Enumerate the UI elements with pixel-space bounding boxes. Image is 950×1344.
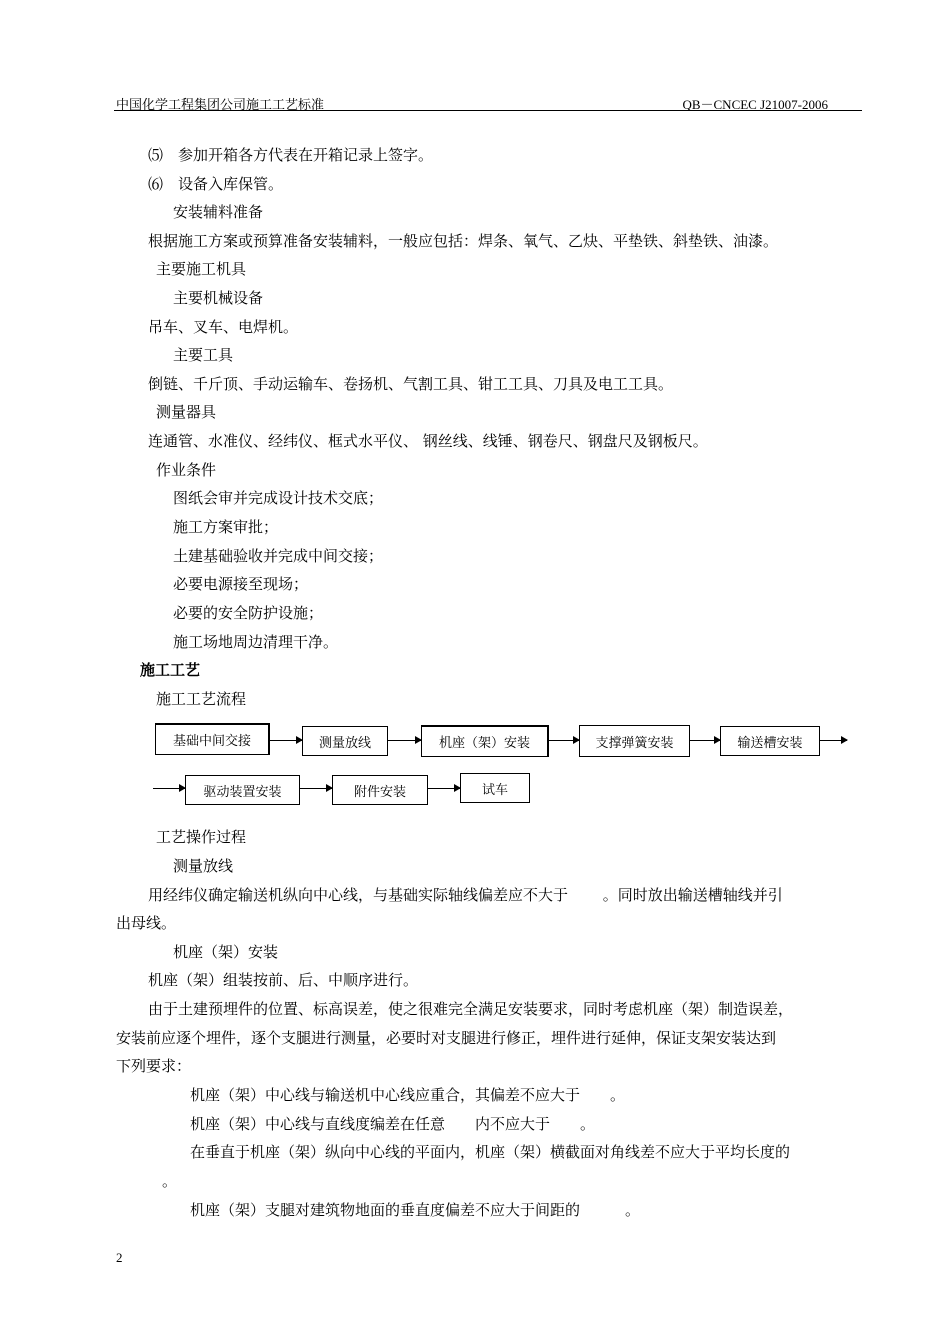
flow-step: 机座（架）安装 xyxy=(421,725,549,757)
flow-arrow xyxy=(388,740,421,741)
text-line: 用经纬仪确定输送机纵向中心线，与基础实际轴线偏差应不大于 。同时放出输送槽轴线并引 xyxy=(148,886,783,904)
flow-step: 支撑弹簧安装 xyxy=(579,725,690,757)
requirement-item: 机座（架）中心线与直线度编差在任意 内不应大于 。 xyxy=(190,1115,596,1133)
text-line: 。 xyxy=(162,1172,178,1190)
flow-step: 输送槽安装 xyxy=(720,726,820,756)
flow-arrow xyxy=(428,788,460,789)
section-heading: 作业条件 xyxy=(156,461,217,479)
list-item: 土建基础验收并完成中间交接； xyxy=(173,547,384,565)
flow-step: 附件安装 xyxy=(332,775,428,805)
text-line: 出母线。 xyxy=(116,914,177,932)
text-line: ⑹ 设备入库保管。 xyxy=(148,175,284,193)
flow-step: 驱动装置安装 xyxy=(185,775,300,805)
text-line: 下列要求： xyxy=(116,1057,192,1075)
text-line: 吊车、叉车、电焊机。 xyxy=(148,318,299,336)
flow-arrow xyxy=(270,740,302,741)
list-item: 必要的安全防护设施； xyxy=(173,604,324,622)
requirement-item: 机座（架）支腿对建筑物地面的垂直度偏差不应大于间距的 。 xyxy=(190,1201,641,1219)
flow-step: 试车 xyxy=(460,773,530,803)
requirement-item: 机座（架）中心线与输送机中心线应重合，其偏差不应大于 。 xyxy=(190,1086,626,1104)
list-item: 图纸会审并完成设计技术交底； xyxy=(173,489,384,507)
page-number: 2 xyxy=(116,1250,123,1265)
text-line: 由于土建预埋件的位置、标高误差，使之很难完全满足安装要求，同时考虑机座（架）制造误差， xyxy=(148,1000,794,1018)
list-item: 施工方案审批； xyxy=(173,518,279,536)
flow-step: 基础中间交接 xyxy=(155,723,270,755)
header-standard-code: QB－CNCEC J21007-2006 xyxy=(682,97,828,112)
text-line: 倒链、千斤顶、手动运输车、卷扬机、气割工具、钳工工具、刀具及电工工具。 xyxy=(148,375,674,393)
section-heading: 测量器具 xyxy=(156,403,217,421)
flow-arrow xyxy=(690,740,720,741)
flow-step: 测量放线 xyxy=(302,726,388,756)
text-line: 安装前应逐个埋件，逐个支腿进行测量，必要时对支腿进行修正，埋件进行延伸，保证支架安装达到 xyxy=(116,1029,777,1047)
section-heading: 主要机械设备 xyxy=(173,289,264,307)
text-line: 根据施工方案或预算准备安装辅料，一般应包括：焊条、氧气、乙炔、平垫铁、斜垫铁、油漆。 xyxy=(148,232,779,250)
header-rule xyxy=(114,110,862,111)
section-heading: 机座（架）安装 xyxy=(173,943,279,961)
list-item: 施工场地周边清理干净。 xyxy=(173,633,339,651)
requirement-item: 在垂直于机座（架）纵向中心线的平面内，机座（架）横截面对角线差不应大于平均长度的 xyxy=(190,1143,791,1161)
section-heading: 主要工具 xyxy=(173,346,234,364)
section-heading: 主要施工机具 xyxy=(156,260,247,278)
text-line: 连通管、水准仪、经纬仪、框式水平仪、 钢丝线、线锤、钢卷尺、钢盘尺及钢板尺。 xyxy=(148,432,708,450)
list-item: 必要电源接至现场； xyxy=(173,575,309,593)
flow-arrow xyxy=(549,740,579,741)
section-heading: 施工工艺流程 xyxy=(156,690,247,708)
text-line: 机座（架）组装按前、后、中顺序进行。 xyxy=(148,971,419,989)
flow-arrow xyxy=(820,740,847,741)
section-heading: 工艺操作过程 xyxy=(156,828,247,846)
flow-arrow xyxy=(153,788,185,789)
section-heading: 安装辅料准备 xyxy=(173,203,264,221)
text-line: ⑸ 参加开箱各方代表在开箱记录上签字。 xyxy=(148,146,434,164)
section-heading: 测量放线 xyxy=(173,857,234,875)
chapter-heading: 施工工艺 xyxy=(140,661,201,679)
header-standard-title: 中国化学工程集团公司施工工艺标准 xyxy=(116,98,325,113)
flow-arrow xyxy=(300,788,332,789)
